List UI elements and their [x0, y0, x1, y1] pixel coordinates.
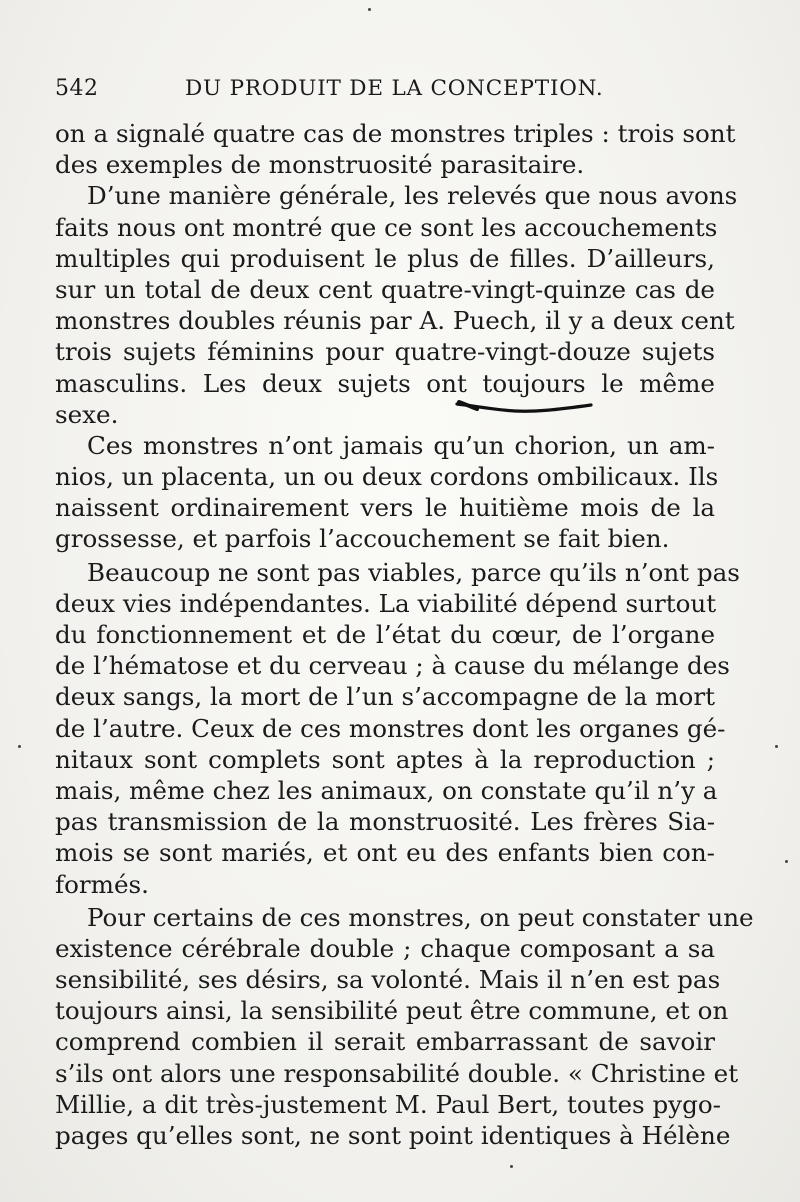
text-line: Beaucoup ne sont pas viables, parce qu’ils n’ont pas — [87, 557, 740, 587]
text-line: des exemples de monstruosité parasitaire. — [55, 150, 585, 180]
text-line: multiples qui produisent le plus de filles. D’ailleurs, — [55, 243, 715, 273]
text-line: Pour certains de ces monstres, on peut constater une — [87, 902, 754, 932]
text-line: faits nous ont montré que ce sont les accouchements — [55, 212, 718, 242]
text-line: deux vies indépendantes. La viabilité dépend surtout — [55, 588, 717, 618]
text-line: naissent ordinairement vers le huitième mois de la — [55, 493, 715, 523]
text-line: D’une manière générale, les relevés que nous avons — [87, 181, 738, 211]
text-line: monstres doubles réunis par A. Puech, il y a deux cent — [55, 306, 735, 336]
page-header — [55, 72, 730, 108]
text-line: deux sangs, la mort de l’un s’accompagne de la mort — [55, 682, 715, 712]
text-line: masculins. Les deux sujets ont toujours le même — [55, 368, 715, 398]
text-line: on a signalé quatre cas de monstres triples : trois sont — [55, 119, 736, 148]
ink-mark — [455, 396, 595, 418]
margin-speck — [785, 860, 788, 863]
text-line: nitaux sont complets sont aptes à la reproduction ; — [55, 744, 715, 774]
text-line: sensibilité, ses désirs, sa volonté. Mais il n’en est pas — [55, 965, 721, 995]
text-line: de l’hématose et du cerveau ; à cause du mélange des — [55, 651, 730, 681]
text-line: nios, un placenta, un ou deux cordons ombilicaux. Ils — [55, 462, 719, 492]
text-line: mois se sont mariés, et ont eu des enfants bien con- — [55, 838, 715, 868]
text-line: mais, même chez les animaux, on constate qu’il n’y a — [55, 775, 718, 805]
text-line: formés. — [55, 869, 149, 899]
text-line: Millie, a dit très-justement M. Paul Bert, toutes pygo- — [55, 1089, 721, 1119]
text-line: sexe. — [55, 399, 119, 429]
text-line: Ces monstres n’ont jamais qu’un chorion, un am- — [87, 430, 715, 460]
page-number: 542 — [55, 76, 99, 101]
margin-speck — [510, 1165, 513, 1168]
text-line: trois sujets féminins pour quatre-vingt-douze sujets — [55, 337, 715, 367]
text-line: pas transmission de la monstruosité. Les frères Sia- — [55, 807, 715, 837]
margin-speck — [18, 745, 21, 748]
text-line: comprend combien il serait embarrassant de savoir — [55, 1027, 715, 1057]
text-line: existence cérébrale double ; chaque composant a sa — [55, 933, 715, 963]
running-title: DU PRODUIT DE LA CONCEPTION. — [185, 76, 604, 101]
text-line: pages qu’elles sont, ne sont point identiques à Hélène — [55, 1121, 731, 1150]
margin-speck — [368, 8, 371, 11]
text-line: grossesse, et parfois l’accouchement se fait bien. — [55, 524, 670, 554]
text-line: sur un total de deux cent quatre-vingt-quinze cas de — [55, 274, 715, 304]
text-line: du fonctionnement et de l’état du cœur, de l’organe — [55, 620, 715, 649]
text-line: de l’autre. Ceux de ces monstres dont les organes gé- — [55, 713, 726, 743]
body-text — [55, 118, 754, 1151]
text-line: s’ils ont alors une responsabilité double. « Christine et — [55, 1058, 739, 1088]
text-line: toujours ainsi, la sensibilité peut être commune, et on — [55, 996, 729, 1026]
margin-speck — [775, 745, 778, 748]
